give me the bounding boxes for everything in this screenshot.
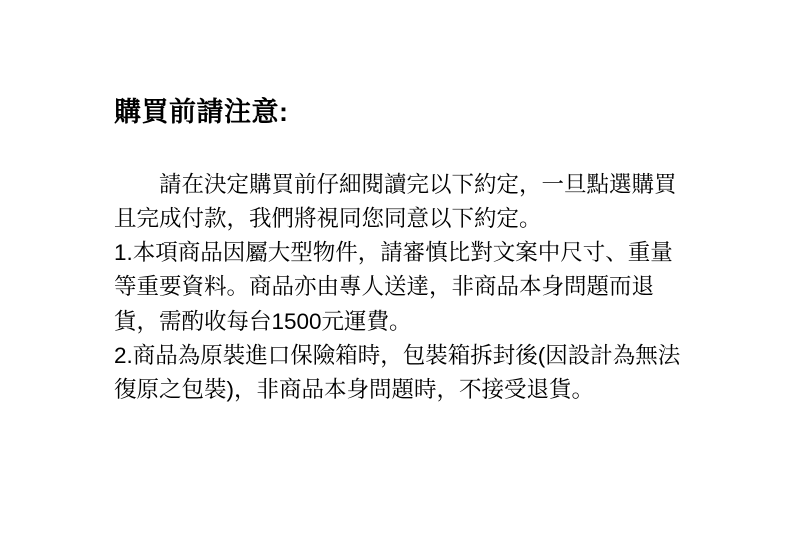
notice-paragraph-item-1: 1.本項商品因屬大型物件，請審慎比對文案中尺寸、重量等重要資料。商品亦由專人送達，非商品本身問題而退貨，需酌收每台1500元運費。 [114,240,673,334]
notice-paragraph-item-2: 2.商品為原裝進口保險箱時，包裝箱拆封後(因設計為無法復原之包裝)，非商品本身問題時，不接受退貨。 [114,342,681,402]
notice-paragraph-intro: 請在決定購買前仔細閱讀完以下約定，一旦點選購買且完成付款，我們將視同您同意以下約定。 [114,171,677,231]
purchase-notice-block [114,96,690,407]
page-title: 購買前請注意: [114,97,289,127]
notice-body [114,168,690,407]
